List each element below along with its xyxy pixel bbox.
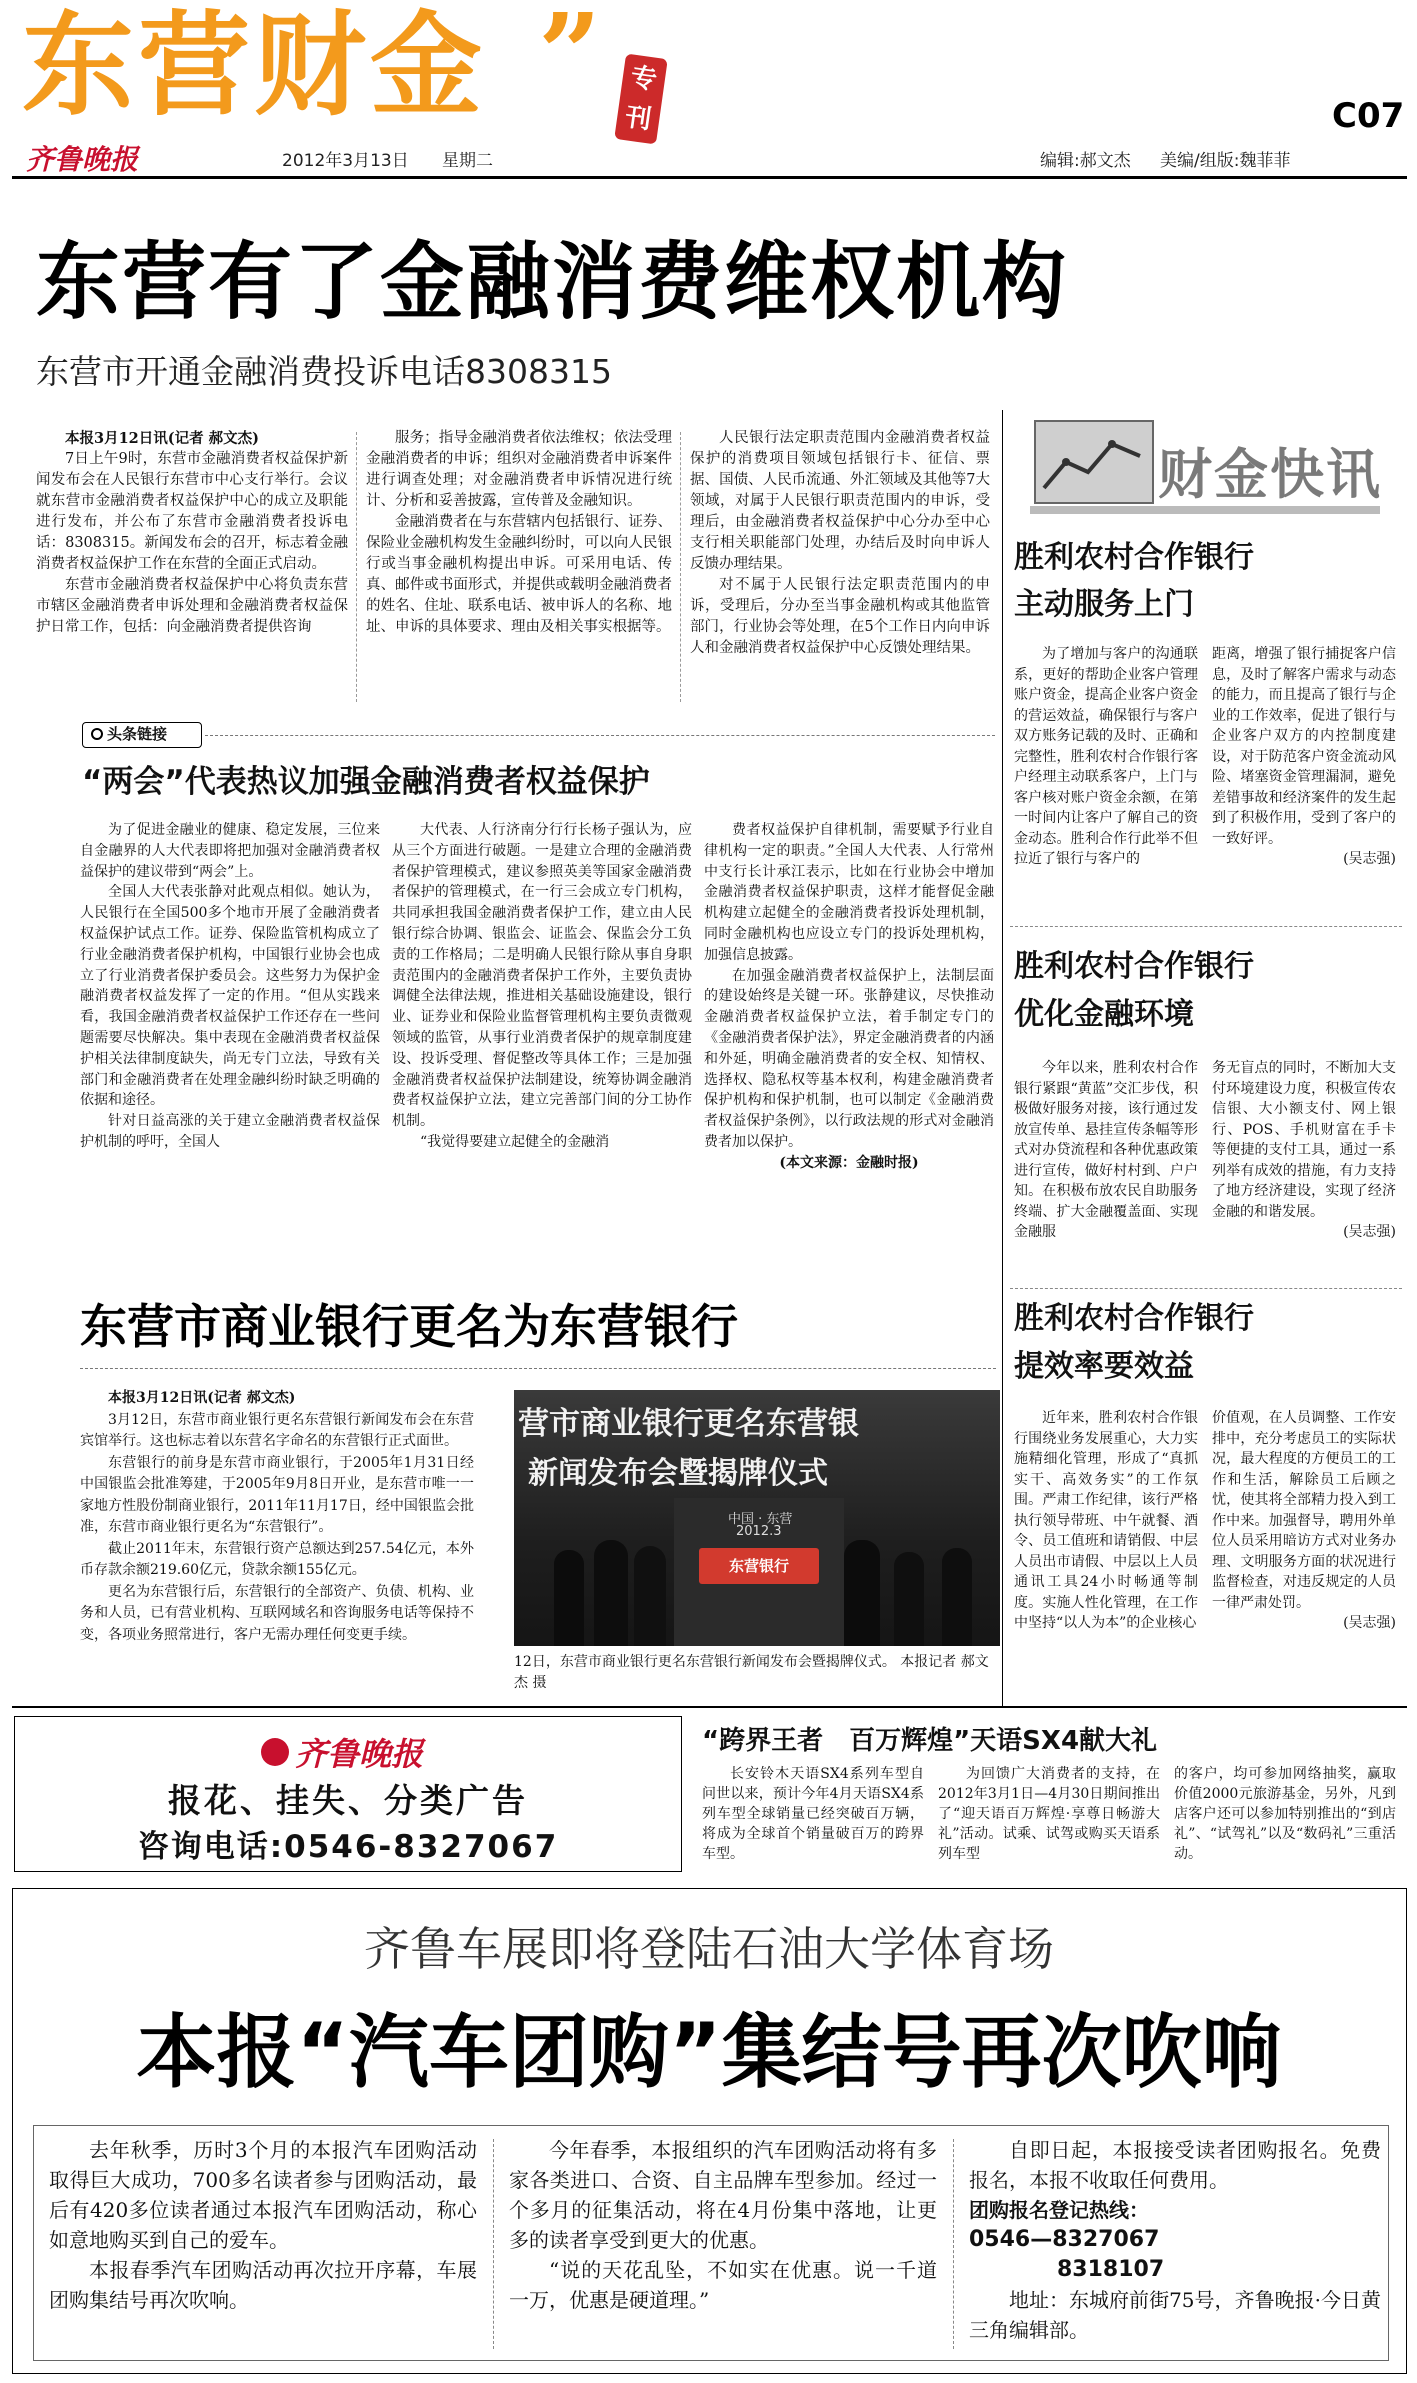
related-col-2 [392, 820, 692, 1153]
masthead-quote-mark: ” [538, 0, 602, 118]
sidebar-item-1-col-1 [1014, 644, 1198, 870]
bottom-kicker: 齐鲁车展即将登陆石油大学体育场 [364, 1922, 1054, 1976]
second-dateline: 本报3月12日讯(记者 郝文杰) [108, 1390, 296, 1406]
sidebar-item-3-title-2: 提效率要效益 [1014, 1349, 1194, 1384]
issue-date: 2012年3月13日 [282, 151, 409, 171]
related-source: (本文来源：金融时报) [779, 1154, 919, 1171]
car-ad-text-1: 长安铃木天语SX4系列车型自问世以来，预计今年4月天语SX4系列车型全球销量已经突破百万辆，将成为全球首个销量破百万的跨界车型。 [702, 1766, 924, 1862]
sidebar-item-1-title-1: 胜利农村合作银行 [1014, 540, 1254, 575]
sidebar-item-3-title-1: 胜利农村合作银行 [1014, 1301, 1254, 1336]
person-silhouette [554, 1550, 584, 1646]
sidebar-divider [1010, 926, 1402, 927]
sidebar-item-2-title-1: 胜利农村合作银行 [1014, 949, 1254, 984]
car-ad-col-1 [702, 1764, 924, 1864]
person-silhouette [594, 1540, 628, 1646]
sidebar-item-1-text-1: 为了增加与客户的沟通联系，更好的帮助企业客户管理账户资金，提高企业客户资金的营运效益，确保银行与客户双方账务记载的及时、正确和完整性，胜利农村合作银行客户经理主动联系客户，上门与客户核对账户资金余额，在第一时间内让客户了解自己的资金动态。胜利合作行此举不但拉近了银行与客户的 [1014, 646, 1198, 867]
ad-logo-text: 齐鲁晚报 [295, 1735, 424, 1773]
special-badge [614, 53, 668, 144]
bottom-col2-p1: 今年春季，本报组织的汽车团购活动将有多家各类进口、合资、自主品牌车型参加。经过一个多月的征集活动，将在4月份集中落地，让更多的读者享受到更大的优惠。 [509, 2138, 937, 2252]
related-col1-p3: 针对日益高涨的关于建立金融消费者权益保护机制的呼吁，全国人 [80, 1113, 380, 1150]
lead-col-3 [690, 428, 990, 659]
bottom-col-3 [969, 2135, 1381, 2345]
related-tag-rule [205, 735, 995, 736]
sidebar-item-2-title-2: 优化金融环境 [1014, 997, 1194, 1032]
sidebar-item-1-title-2: 主动服务上门 [1014, 587, 1194, 622]
photo-sign [699, 1548, 819, 1584]
bottom-headline: 本报“汽车团购”集结号再次吹响 [136, 2006, 1282, 2099]
sidebar-item-3-text-1: 近年来，胜利农村合作银行围绕业务发展重心，大力实施精细化管理，形成了“真抓实干、高效务实”的工作氛围。严肃工作纪律，该行严格执行领导带班、中午就餐、酒令、员工值班和请销假、中层人员出市请假、中层以上人员通讯工具24小时畅通等制度。实施人性化管理，在工作中坚持“以人为本”的企业核心 [1014, 1410, 1198, 1631]
photo-backdrop-text-2: 2012.3 [736, 1524, 782, 1539]
issue-weekday: 星期二 [442, 151, 493, 171]
sidebar-logo-base [1030, 506, 1380, 514]
related-col3-p2: 在加强金融消费者权益保护上，法制层面的建设始终是关键一环。张静建议，尽快推动金融消费者权益保护立法，着手制定专门的《金融消费者保护法》，界定金融消费者的内涵和外延，明确金融消费者的安全权、知情权、选择权、隐私权等基本权利，构建金融消费者保护机构和保护机制，也可以制定《金融消费者权益保护条例》，以行政法规的形式对金融消费者加以保护。 [704, 967, 994, 1150]
sidebar-item-2-text-1: 今年以来，胜利农村合作银行紧跟“黄蓝”交汇步伐，积极做好服务对接，该行通过发放宣传单、悬挂宣传条幅等形式对办贷流程和各种优惠政策进行宣传，做好村村到、户户知。在积极布放农民自助服务终端、扩大金融覆盖面、实现金融服 [1014, 1060, 1198, 1240]
masthead [0, 0, 1417, 180]
main-sidebar-divider [1002, 410, 1003, 1706]
sidebar-item-2-col-1 [1014, 1058, 1198, 1243]
masthead-rule [12, 176, 1407, 179]
related-col2-p2: “我觉得要建立起健全的金融消 [420, 1133, 610, 1150]
bottom-col2-p2: “说的天花乱坠，不如实在优惠。说一千道一万，优惠是硬道理。” [509, 2258, 937, 2312]
photo-sign-text: 东营银行 [728, 1557, 789, 1575]
paper-logo: 齐鲁晚报 [26, 143, 139, 176]
person-silhouette [942, 1548, 972, 1646]
sidebar-logo [1026, 408, 1386, 518]
sidebar-item-2-col-2 [1212, 1058, 1396, 1243]
hotline-1: 0546—8327067 [969, 2227, 1160, 2252]
related-col1-p1: 为了促进金融业的健康、稳定发展，三位来自金融界的人大代表即将把加强对金融消费者权益保护的建议带到“两会”上。 [80, 822, 380, 880]
lead-col-1 [36, 428, 348, 638]
second-p2: 东营银行的前身是东营市商业银行，于2005年1月31日经中国银监会批准筹建，于2005年9月8日开业，是东营市唯一一家地方性股份制商业银行，2011年11月17日，经中国银监会批准，东营市商业银行更名为“东营银行”。 [80, 1454, 474, 1535]
car-ad-text-2: 为回馈广大消费者的支持，在2012年3月1日—4月30日期间推出了“迎天语百万辉煌·享尊日畅游大礼”活动。试乘、试驾或购买天语系列车型 [938, 1766, 1160, 1862]
person-silhouette [844, 1540, 880, 1646]
ad-line-2: 咨询电话:0546-8327067 [137, 1829, 559, 1865]
person-silhouette [634, 1546, 666, 1646]
page-number: C07 [1332, 96, 1405, 136]
second-p1: 3月12日，东营市商业银行更名东营银行新闻发布会在东营宾馆举行。这也标志着以东营名字命名的东营银行正式面世。 [80, 1411, 474, 1449]
person-silhouette [894, 1552, 924, 1646]
second-p3: 截止2011年末，东营银行资产总额达到257.54亿元，本外币存款余额219.60亿元，贷款余额155亿元。 [80, 1540, 474, 1578]
sidebar-item-1-author: (吴志强) [1343, 851, 1396, 867]
related-col-1 [80, 820, 380, 1153]
car-ad-col-2 [938, 1764, 1160, 1864]
lead-headline: 东营有了金融消费维权机构 [36, 233, 1069, 331]
designer-credit: 美编/组版:魏菲菲 [1160, 151, 1291, 171]
photo-banner-2: 新闻发布会暨揭牌仪式 [528, 1456, 828, 1491]
bottom-col3-p1: 自即日起，本报接受读者团购报名。免费报名，本报不收取任何费用。 [969, 2138, 1381, 2192]
sidebar-logo-text: 财金快讯 [1158, 443, 1382, 506]
classified-ad-box [14, 1716, 682, 1872]
lead-dateline: 本报3月12日讯(记者 郝文杰) [65, 430, 260, 447]
sidebar-item-3-text-2: 价值观，在人员调整、工作安排中，充分考虑员工的实际状况，最大程度的方便员工的工作和生活，解除员工后顾之忧，使其将全部精力投入到工作中来。加强督导，聘用外单位人员采用暗访方式对业务办理、文明服务方面的状况进行监督检查，对违反规定的人员一律严肃处罚。 [1212, 1410, 1396, 1611]
second-headline-rule [80, 1368, 996, 1369]
bottom-col1-p1: 去年秋季，历时3个月的本报汽车团购活动取得巨大成功，700多名读者参与团购活动，最后有420多位读者通过本报汽车团购活动，称心如意地购买到自己的爱车。 [49, 2138, 477, 2252]
related-col2-p1: 大代表、人行济南分行行长杨子强认为，应从三个方面进行破题。一是建立合理的金融消费者保护管理模式，建议参照英美等国家金融消费者保护的管理模式，在一行三会成立专门机构，共同承担我国金融消费者保护工作，建立由人民银行综合协调、银监会、证监会、保监会分工负责的工作格局；二是明确人民银行除从事自身职责范围内的金融消费者保护工作外，主要负责协调健全法律法规，推进相关基础设施建设，银行业、证券业和保险业监督管理机构主要负责微观领域的监管，从事行业消费者保护的规章制度建设、投诉受理、督促整改等具体工作；三是加强金融消费者权益保护法制建设，统筹协调金融消费者权益保护立法，建立完善部门间的分工协作机制。 [392, 822, 692, 1130]
lead-col2-p2: 金融消费者在与东营辖内包括银行、证券、保险业金融机构发生金融纠纷时，可以向人民银行或当事金融机构提出申诉。可采用电话、传真、邮件或书面形式，并提供或载明金融消费者的姓名、住址、联系电话、被申诉人的名称、地址、申诉的具体要求、理由及相关事实根据等。 [366, 514, 672, 635]
photo-banner-1: 营市商业银行更名东营银 [518, 1406, 859, 1442]
editor-credit: 编辑:郝文杰 [1040, 151, 1131, 171]
related-col1-p2: 全国人大代表张静对此观点相似。她认为，人民银行在全国500多个地市开展了金融消费者权益保护试点工作。证券、保险监管机构成立了行业金融消费者保护机构，中国银行业协会也成立了行业消费者保护委员会。这些努力为保护金融消费者权益发挥了一定的作用。“但从实践来看，我国金融消费者权益保护工作还存在一些问题需要尽快解决。集中表现在金融消费者权益保护相关法律制度缺失，尚无专门立法，导致有关部门和金融消费者在处理金融纠纷时缺乏明确的依据和途径。 [80, 884, 380, 1109]
related-col-3 [704, 820, 994, 1174]
swirl-icon [261, 1738, 289, 1766]
sidebar-item-3-col-2 [1212, 1408, 1396, 1634]
sidebar-item-2-author: (吴志强) [1343, 1224, 1396, 1240]
second-p4: 更名为东营银行后，东营银行的全部资产、负债、机构、业务和人员，已有营业机构、互联网域名和咨询服务电话等保持不变，各项业务照常进行，客户无需办理任何变更手续。 [80, 1583, 474, 1643]
related-tag [82, 722, 202, 748]
sidebar-item-1-col-2 [1212, 644, 1396, 870]
chart-board-icon [1034, 420, 1154, 504]
bottom-col-divider [493, 2139, 494, 2349]
second-headline: 东营市商业银行更名为东营银行 [80, 1300, 738, 1355]
photo-backdrop-text-1: 中国 · 东营 [728, 1512, 793, 1527]
lead-col-divider [356, 432, 357, 702]
related-headline: “两会”代表热议加强金融消费者权益保护 [82, 764, 650, 800]
car-ad-col-3 [1174, 1764, 1396, 1864]
lead-col2-p1: 服务；指导金融消费者依法维权；依法受理金融消费者的申诉；组织对金融消费者申诉案件进行调查处理；对金融消费者申诉情况进行统计、分析和妥善披露，宣传普及金融知识。 [366, 430, 672, 509]
lead-col-2 [366, 428, 672, 638]
bottom-col-2 [509, 2135, 937, 2315]
hotline-2: 8318107 [1057, 2257, 1165, 2282]
lead-col1-p2: 东营市金融消费者权益保护中心将负责东营市辖区金融消费者申诉处理和金融消费者权益保护日常工作，包括：向金融消费者提供咨询 [36, 577, 348, 635]
sidebar-item-2-text-2: 务无盲点的同时，不断加大支付环境建设力度，积极宣传农信银、大小额支付、网上银行、POS、手机财富在手卡等便捷的支付工具，通过一系列举有成效的措施，有力支持了地方经济建设，实现了经济金融的和谐发展。 [1212, 1060, 1396, 1220]
hotline-label: 团购报名登记热线： [969, 2198, 1149, 2222]
lead-col1-p1: 7日上午9时，东营市金融消费者权益保护新闻发布会在人民银行东营市中心支行举行。会议就东营市金融消费者权益保护中心的成立及职能进行发布，并公布了东营市金融消费者投诉电话：8308315。新闻发布会的召开，标志着金融消费者权益保护工作在东营的全面正式启动。 [36, 451, 348, 572]
press-photo [514, 1390, 1000, 1646]
ad-line-1: 报花、挂失、分类广告 [168, 1781, 528, 1820]
circle-icon [91, 728, 103, 740]
special-badge-text: 专刊 [623, 62, 659, 136]
ad-row-rule [12, 1706, 1407, 1708]
ad-logo [261, 1729, 424, 1773]
sidebar-item-1-text-2: 距离，增强了银行捕捉客户信息，及时了解客户需求与动态的能力，而且提高了银行与企业的工作效率，促进了银行与企业客户双方的内控制度建设，对于防范客户资金流动风险、堵塞资金管理漏洞，避免差错事故和经济案件的发生起到了积极作用，受到了客户的一致好评。 [1212, 646, 1396, 847]
related-col3-p1: 费者权益保护自律机制，需要赋予行业自律机构一定的职责。”全国人大代表、人行常州中支行长计承江表示，比如在行业协会中增加金融消费者权益保护职责，这样才能督促金融机构建立起健全的金融消费者投诉处理机制，同时金融机构也应设立专门的投诉处理机构，加强信息披露。 [704, 822, 994, 963]
car-ad-headline: “跨界王者 百万辉煌”天语SX4献大礼 [702, 1726, 1158, 1756]
bottom-col1-p2: 本报春季汽车团购活动再次拉开序幕，车展团购集结号再次吹响。 [49, 2258, 477, 2312]
trend-line-icon [1036, 422, 1152, 502]
sidebar-item-3-col-1 [1014, 1408, 1198, 1634]
bottom-feature-box [12, 1888, 1407, 2374]
lead-subhead: 东营市开通金融消费投诉电话8308315 [36, 352, 612, 391]
related-tag-text: 头条链接 [107, 725, 168, 743]
photo-caption: 12日，东营市商业银行更名东营银行新闻发布会暨揭牌仪式。 本报记者 郝文杰 摄 [514, 1654, 989, 1691]
second-body [80, 1388, 474, 1646]
sidebar-item-3-author: (吴志强) [1343, 1615, 1396, 1631]
lead-col3-p1: 人民银行法定职责范围内金融消费者权益保护的消费项目领域包括银行卡、征信、票据、国债、人民币流通、外汇领域及其他等7大领域，对属于人民银行职责范围内的申诉，受理后，由金融消费者权益保护中心分办至中心支行相关职能部门处理，办结后及时向申诉人反馈办理结果。 [690, 430, 990, 572]
lead-col3-p2: 对不属于人民银行法定职责范围内的申诉，受理后，分办至当事金融机构或其他监管部门，行业协会等处理，在5个工作日内向申诉人和金融消费者权益保护中心反馈处理结果。 [690, 577, 990, 656]
bottom-address: 地址：东城府前街75号，齐鲁晚报·今日黄三角编辑部。 [969, 2288, 1381, 2342]
masthead-title: 东营财金 [22, 1, 486, 131]
sidebar-divider [1010, 1288, 1402, 1289]
lead-col-divider [680, 432, 681, 702]
bottom-col-1 [49, 2135, 477, 2315]
car-ad-text-3: 的客户，均可参加网络抽奖，赢取价值2000元旅游基金，另外，凡到店客户还可以参加特别推出的“到店礼”、“试驾礼”以及“数码礼”三重活动。 [1174, 1766, 1396, 1862]
bottom-col-divider [953, 2139, 954, 2349]
